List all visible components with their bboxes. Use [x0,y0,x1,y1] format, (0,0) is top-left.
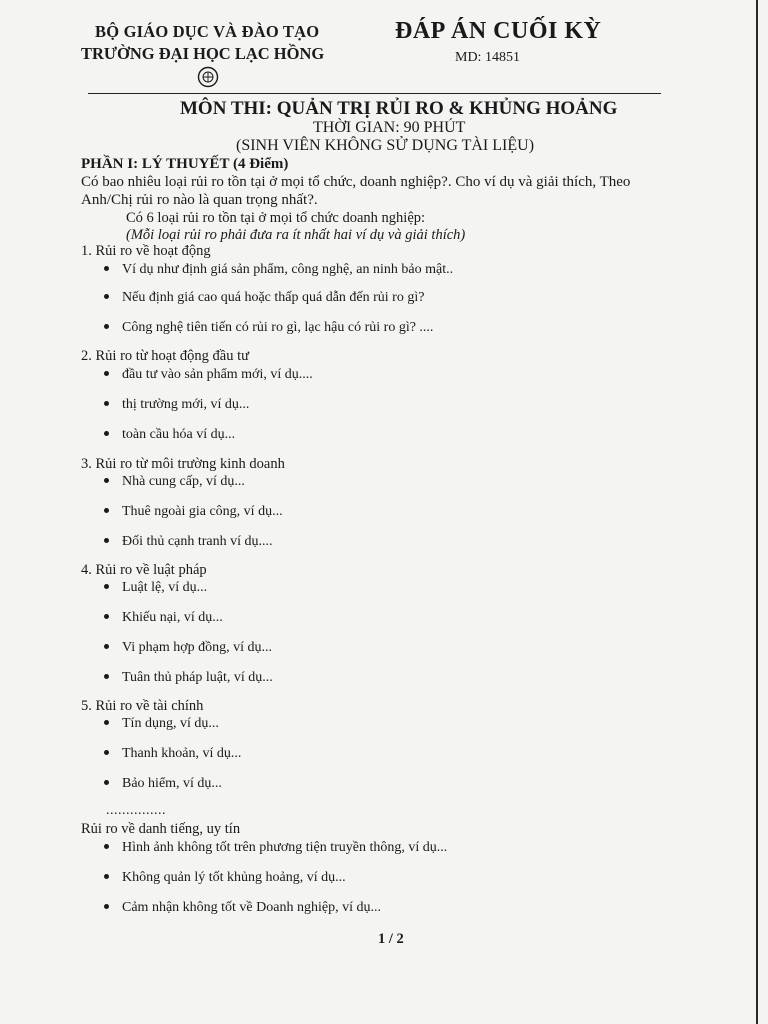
risk-example-item: thị trường mới, ví dụ... [104,397,249,413]
exam-duration: THỜI GIAN: 90 PHÚT [313,119,466,136]
bullet-icon [104,508,109,513]
university-logo-icon [197,66,219,88]
bullet-icon [104,294,109,299]
question-line-2: Anh/Chị rủi ro nào là quan trọng nhất?. [81,192,318,208]
bullet-icon [104,324,109,329]
risk-example-item: đầu tư vào sản phẩm mới, ví dụ.... [104,367,313,383]
bullet-icon [104,371,109,376]
exam-note: (SINH VIÊN KHÔNG SỬ DỤNG TÀI LIỆU) [236,137,535,154]
question-line-1: Có bao nhiêu loại rủi ro tồn tại ở mọi tổ chức, doanh nghiệp?. Cho ví dụ và giải thích, Theo [81,174,631,190]
bullet-icon [104,431,109,436]
bullet-icon [104,401,109,406]
risk-category-title: 3. Rủi ro từ môi trường kinh doanh [81,456,285,472]
risk-example-item: Ví dụ như định giá sản phẩm, công nghệ, an ninh bảo mật.. [104,262,453,278]
risk-example-item: Khiếu nại, ví dụ... [104,610,223,626]
bullet-icon [104,478,109,483]
risk-example-item: Tuân thủ pháp luật, ví dụ... [104,670,273,686]
bullet-icon [104,538,109,543]
risk-example-item: toàn cầu hóa ví dụ... [104,427,235,443]
university-name: TRƯỜNG ĐẠI HỌC LẠC HỒNG [81,44,325,63]
risk-example-item: Bảo hiểm, ví dụ... [104,776,222,792]
risk-example-item: Nhà cung cấp, ví dụ... [104,474,245,490]
page-number: 1 / 2 [378,931,404,947]
exam-title: ĐÁP ÁN CUỐI KỲ [395,18,602,44]
exam-code: MD: 14851 [455,50,520,65]
answer-intro: Có 6 loại rủi ro tồn tại ở mọi tổ chức doanh nghiệp: [126,210,426,226]
bullet-icon [104,674,109,679]
risk-example-item: Thanh khoản, ví dụ... [104,746,241,762]
risk-example-item: Thuê ngoài gia công, ví dụ... [104,504,283,520]
risk-example-item: Đối thủ cạnh tranh ví dụ.... [104,534,272,550]
header-divider [88,93,661,94]
risk-example-item: Tín dụng, ví dụ... [104,716,219,732]
risk-example-item: Luật lệ, ví dụ... [104,580,207,596]
bullet-icon [104,584,109,589]
bullet-icon [104,614,109,619]
answer-note: (Mỗi loại rủi ro phải đưa ra ít nhất hai ví dụ và giải thích) [126,227,466,243]
risk-category-title: 2. Rủi ro từ hoạt động đầu tư [81,348,249,364]
section-title: PHẦN I: LÝ THUYẾT (4 Điểm) [81,156,289,172]
risk-example-item: Cảm nhận không tốt về Doanh nghiệp, ví dụ... [104,900,381,916]
risk-category-title: 4. Rủi ro về luật pháp [81,562,207,578]
bullet-icon [104,266,109,271]
ellipsis-line: ............... [106,803,166,818]
risk-example-item: Không quản lý tốt khủng hoảng, ví dụ... [104,870,346,886]
bullet-icon [104,720,109,725]
risk-category-title: 5. Rủi ro về tài chính [81,698,204,714]
page-edge [756,0,758,1024]
bullet-icon [104,644,109,649]
risk-example-item: Nếu định giá cao quá hoặc thấp quá dẫn đến rủi ro gì? [104,290,424,306]
bullet-icon [104,780,109,785]
ministry-name: BỘ GIÁO DỤC VÀ ĐÀO TẠO [95,22,320,41]
risk-example-item: Hình ảnh không tốt trên phương tiện truyền thông, ví dụ... [104,840,447,856]
bullet-icon [104,874,109,879]
bullet-icon [104,844,109,849]
exam-subject: MÔN THI: QUẢN TRỊ RỦI RO & KHỦNG HOẢNG [180,98,618,119]
risk-example-item: Vi phạm hợp đồng, ví dụ... [104,640,272,656]
risk-category-title: Rủi ro về danh tiếng, uy tín [81,821,241,837]
bullet-icon [104,904,109,909]
bullet-icon [104,750,109,755]
risk-category-title: 1. Rủi ro về hoạt động [81,243,211,259]
risk-example-item: Công nghệ tiên tiến có rủi ro gì, lạc hậu có rủi ro gì? .... [104,320,433,336]
